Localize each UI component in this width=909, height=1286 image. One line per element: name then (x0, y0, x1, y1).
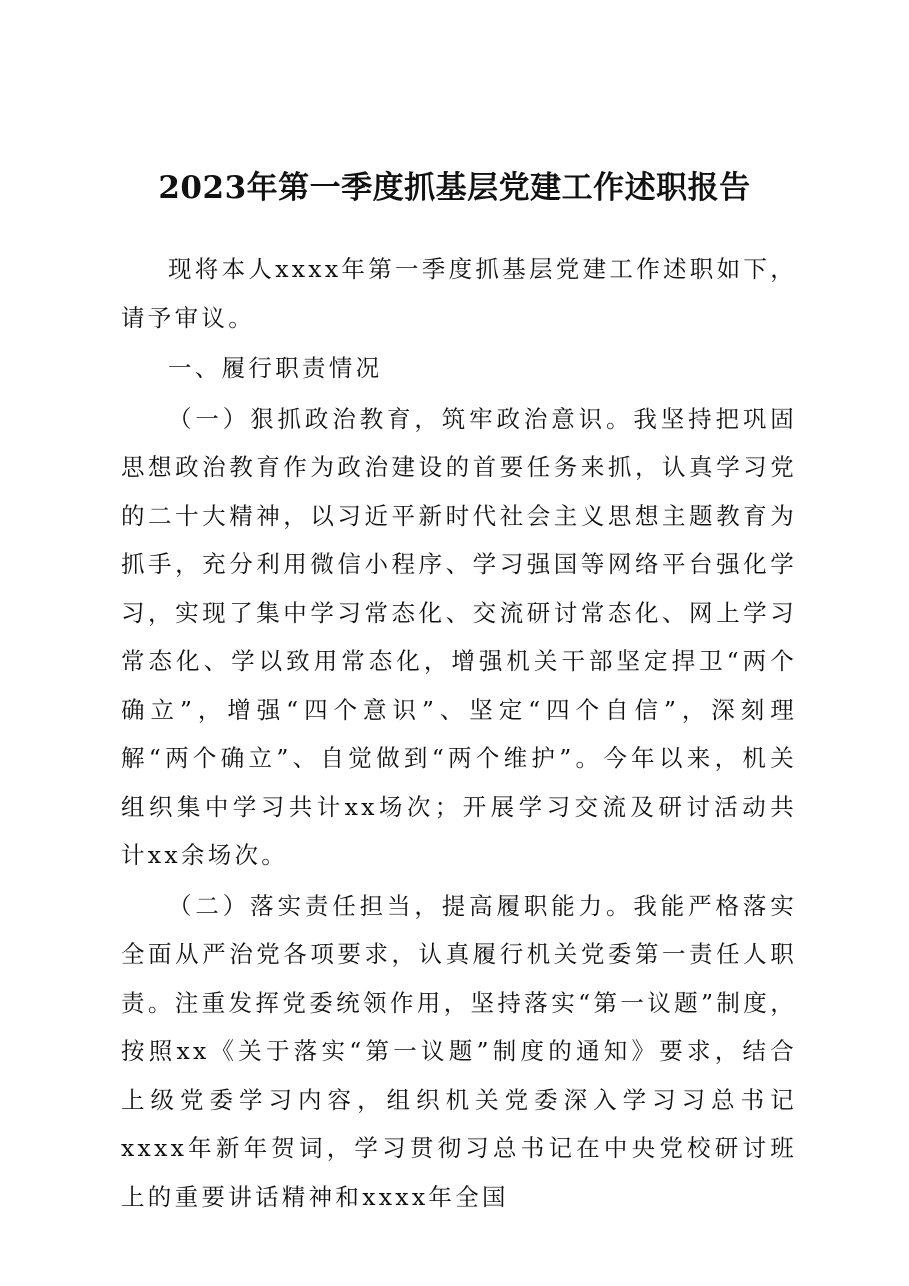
paragraph-political-education: （一）狠抓政治教育，筑牢政治意识。我坚持把巩固思想政治教育作为政治建设的首要任务来抓，认真学习党的二十大精神，以习近平新时代社会主义思想主题教育为抓手，充分利用微信小程序、学习强国等网络平台强化学习，实现了集中学习常态化、交流研讨常态化、网上学习常态化、学以致用常态化，增强机关干部坚定捍卫“两个确立”，增强“四个意识”、坚定“四个自信”，深刻理解“两个确立”、自觉做到“两个维护”。今年以来，机关组织集中学习共计xx场次；开展学习交流及研讨活动共计xx余场次。 (121, 404, 797, 869)
paragraph-intro: 现将本人xxxx年第一季度抓基层党建工作述职如下，请予审议。 (121, 255, 798, 332)
paragraph-responsibility: （二）落实责任担当，提高履职能力。我能严格落实全面从严治党各项要求，认真履行机关党委第一责任人职责。注重发挥党委统领作用，坚持落实“第一议题”制度，按照xx《关于落实“第一议题”制度的通知》要求，结合上级党委学习内容，组织机关党委深入学习习总书记xxxx年新年贺词，学习贯彻习总书记在中央党校研讨班上的重要讲话精神和xxxx年全国 (121, 891, 797, 1211)
document-title: 2023年第一季度抓基层党建工作述职报告 (158, 170, 751, 206)
section-heading: 一、履行职责情况 (168, 354, 383, 382)
document-body (121, 245, 797, 1221)
